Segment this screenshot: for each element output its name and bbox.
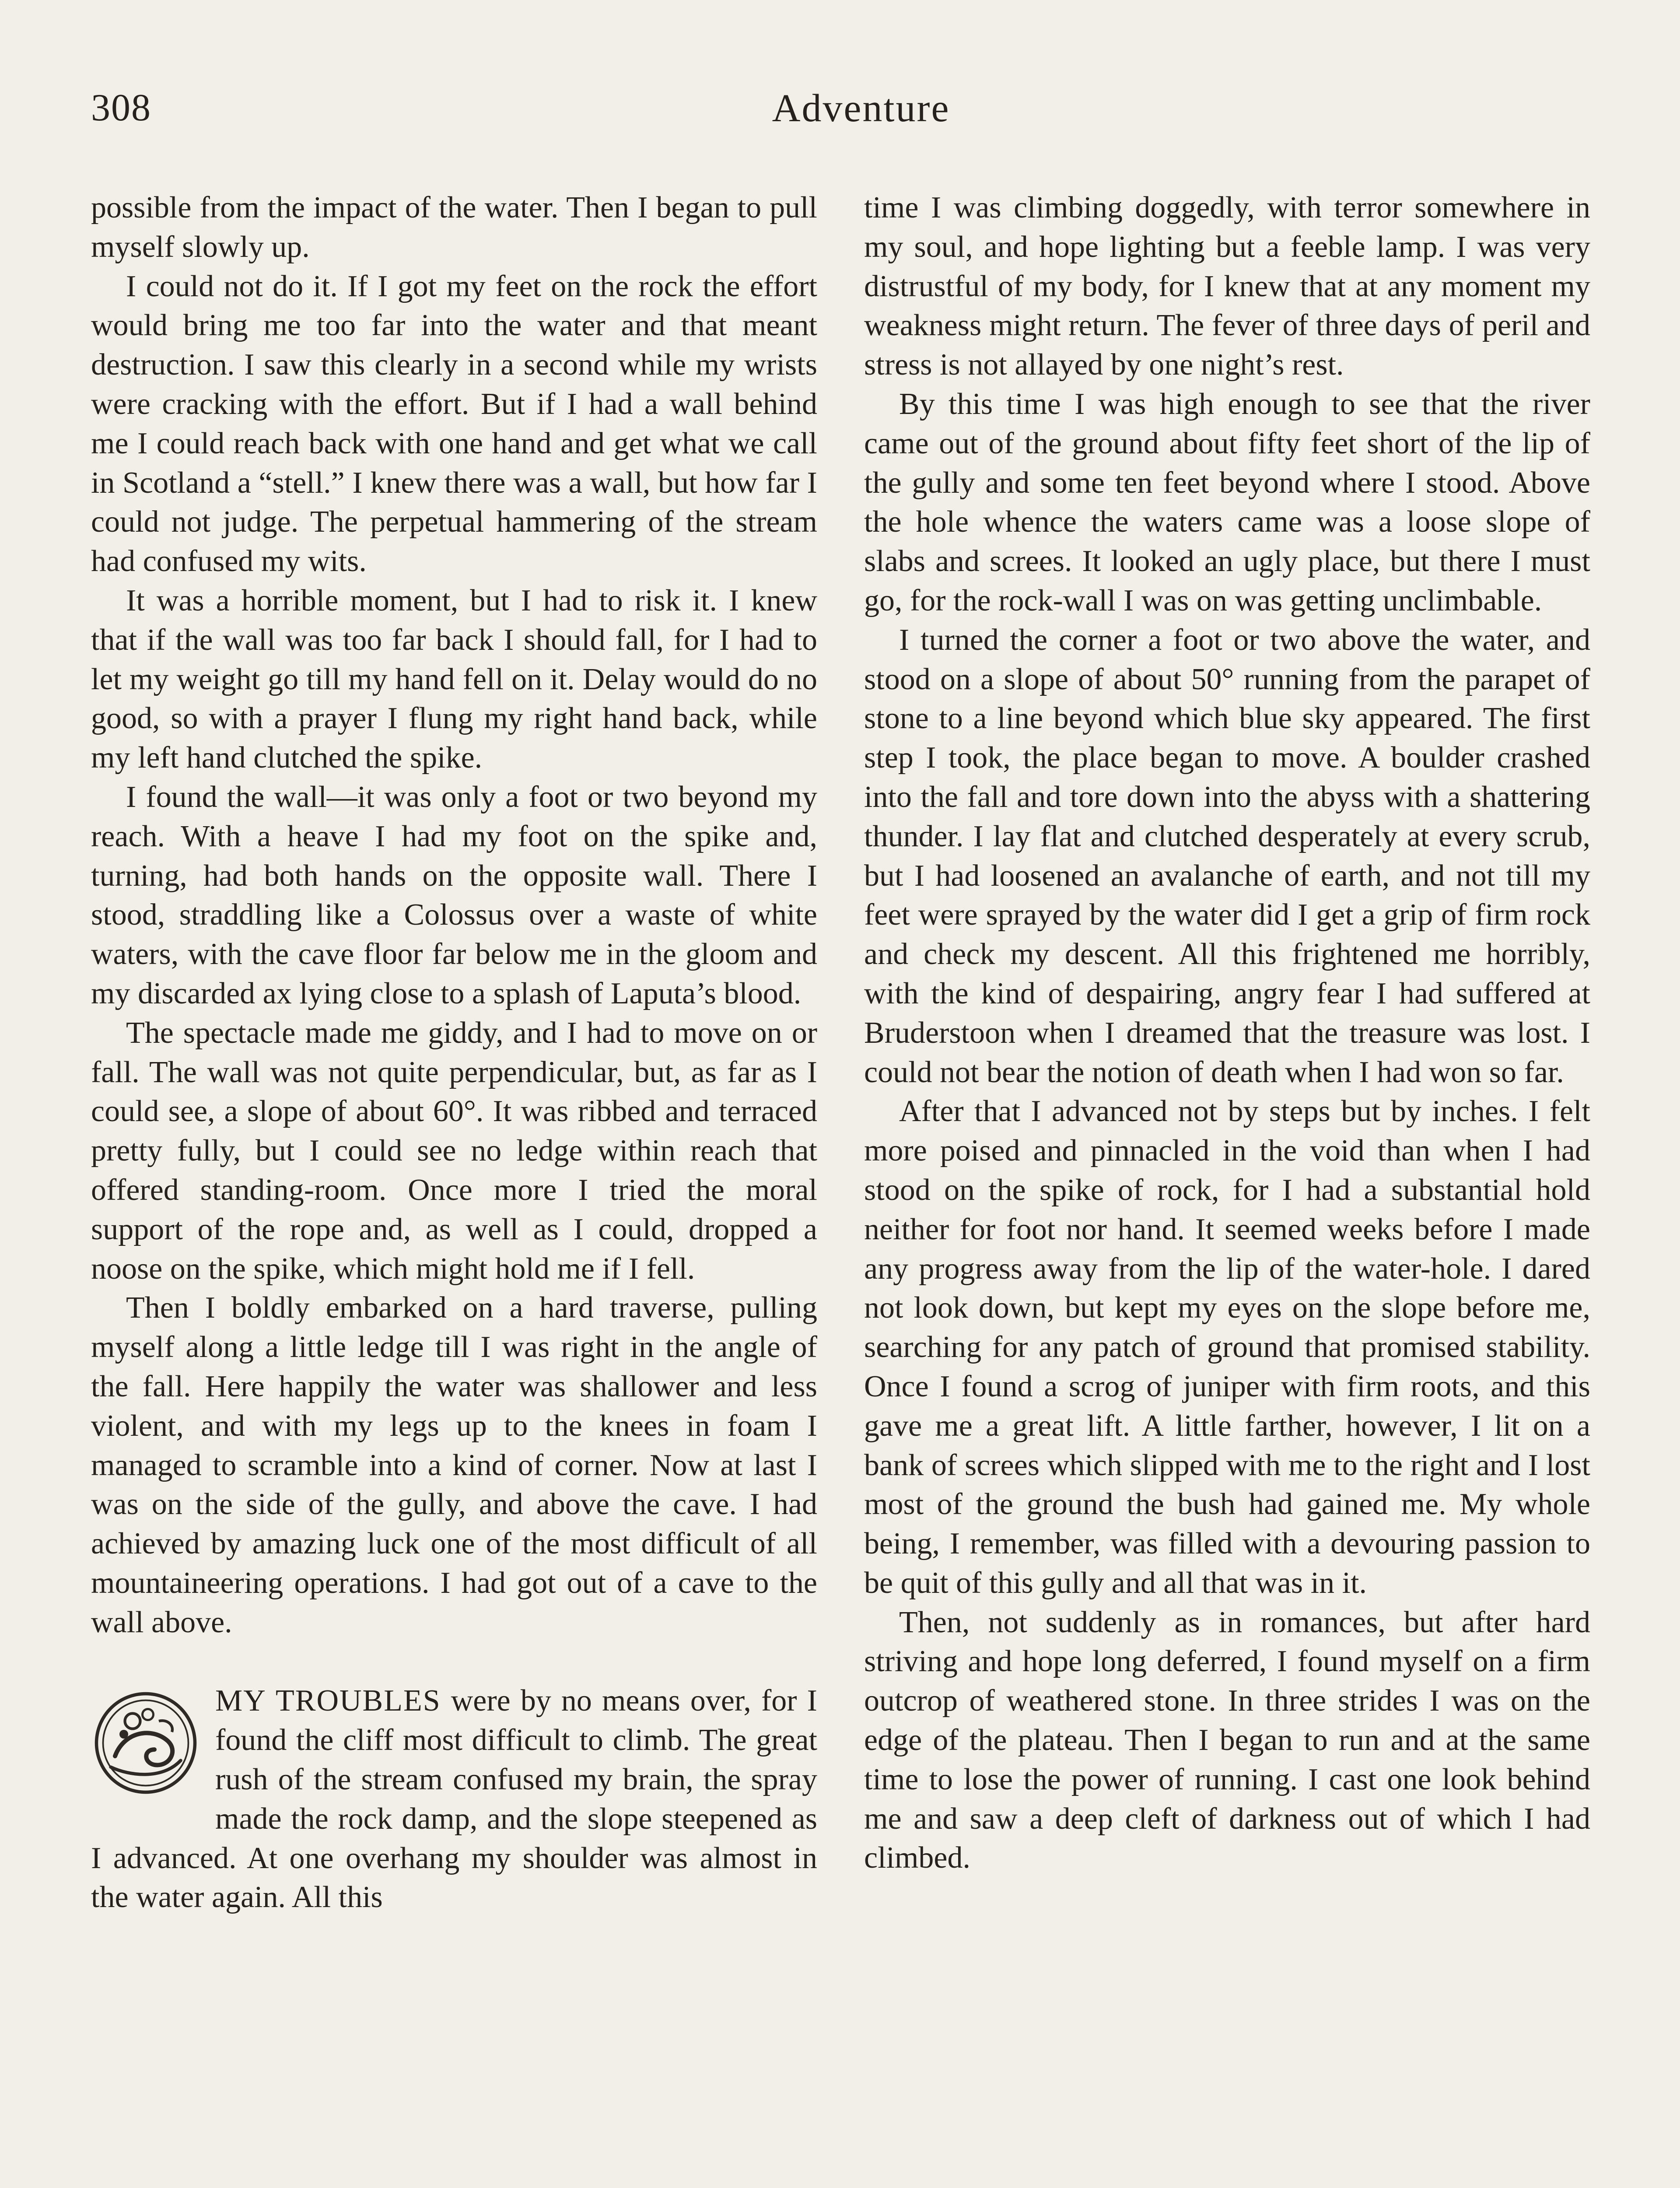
ornament-icon [91, 1688, 200, 1798]
paragraph: I turned the corner a foot or two above the water, and stood on a slope of about 50° running from the parapet of stone to a line beyond which blue sky appeared. The first step I took, the place began to move. A boulder crashed into the fall and tore down into the abyss with a shattering thunder. I lay flat and clutched desperately at every scrub, but I had loosened an avalanche of earth, and not till my feet were sprayed by the water did I get a grip of firm rock and check my descent. All this frightened me horribly, with the kind of despairing, angry fear I had suffered at Bruderstoon when I dreamed that the treasure was lost. I could not bear the notion of death when I had won so far. [864, 623, 1590, 1089]
paragraph: After that I advanced not by steps but by inches. I felt more poised and pinnacled in the void than when I had stood on the spike of rock, for I had a substantial hold neither for foot nor hand. It seemed weeks before I made any progress away from the lip of the water-hole. I dared not look down, but kept my eyes on the slope before me, searching for any patch of ground that promised stability. Once I found a scrog of juniper with firm roots, and this gave me a great lift. A little farther, however, I lit on a bank of screes which slipped with me to the right and I lost most of the ground the bush had gained me. My whole being, I remember, was filled with a devouring passion to be quit of this gully and all that was in it. [864, 1094, 1590, 1600]
running-title: Adventure [772, 87, 950, 130]
paragraph: I could not do it. If I got my feet on the rock the effort would bring me too far into the water and that meant destruction. I saw this clearly in a second while my wrists were cracking with the effort. But if I had a wall behind me I could reach back with one hand and get what we call in Scotland a “stell.” I knew there was a wall, but how far I could not judge. The perpetual hammering of the stream had confused my wits. [91, 269, 817, 579]
paragraph: By this time I was high enough to see that the river came out of the ground about fifty feet short of the lip of the gully and some ten feet beyond where I stood. Above the hole whence the waters came was a loose slope of slabs and screes. It looked an ugly place, but there I must go, for the rock-wall I was on was getting unclimbable. [864, 387, 1590, 617]
page-header [91, 86, 1587, 143]
page-number: 308 [91, 87, 151, 129]
paragraph: The spectacle made me giddy, and I had to move on or fall. The wall was not quite perpendicular, but, as far as I could see, a slope of about 60°. It was ribbed and terraced pretty fully, but I could see no ledge within reach that offered standing-room. Once more I tried the moral support of the rope and, as well as I could, dropped a noose on the spike, which might hold me if I fell. [91, 1016, 817, 1286]
section-lead-caps: MY TROUBLES [215, 1684, 441, 1718]
left-column [91, 188, 817, 1917]
section-opening-paragraph [91, 1681, 817, 1917]
section-text: were by no means over, for I found the cliff most difficult to climb. The great rush of the stream confused my brain, the spray made the rock damp, and the slope steepened as I advanced. At one overhang my shoulder was almost in the water again. All this [91, 1684, 817, 1914]
paragraph: possible from the impact of the water. Then I began to pull myself slowly up. [91, 191, 817, 264]
paragraph: Then, not suddenly as in romances, but after hard striving and hope long deferred, I found myself on a firm outcrop of weathered stone. In three strides I was on the edge of the plateau. Then I began to run and at the same time to lose the power of running. I cast one look behind me and saw a deep cleft of darkness out of which I had climbed. [864, 1605, 1590, 1875]
paragraph: time I was climbing doggedly, with terror somewhere in my soul, and hope lighting but a feeble lamp. I was very distrustful of my body, for I knew that at any moment my weakness might return. The fever of three days of peril and stress is not allayed by one night’s rest. [864, 191, 1590, 382]
paragraph: I found the wall—it was only a foot or two beyond my reach. With a heave I had my foot on the spike and, turning, had both hands on the opposite wall. There I stood, straddling like a Colossus over a waste of white waters, with the cave floor far below me in the gloom and my discarded ax lying close to a splash of Laputa’s blood. [91, 780, 817, 1010]
right-column [864, 188, 1590, 1878]
paragraph: Then I boldly embarked on a hard traverse, pulling myself along a little ledge till I was right in the angle of the fall. Here happily the water was shallower and less violent, and with my legs up to the knees in foam I managed to scramble into a kind of corner. Now at last I was on the side of the gully, and above the cave. I had achieved by amazing luck one of the most difficult of all mountaineering operations. I had got out of a cave to the wall above. [91, 1291, 817, 1639]
paragraph: It was a horrible moment, but I had to risk it. I knew that if the wall was too far back I should fall, for I had to let my weight go till my hand fell on it. Delay would do no good, so with a prayer I flung my right hand back, while my left hand clutched the spike. [91, 583, 817, 775]
